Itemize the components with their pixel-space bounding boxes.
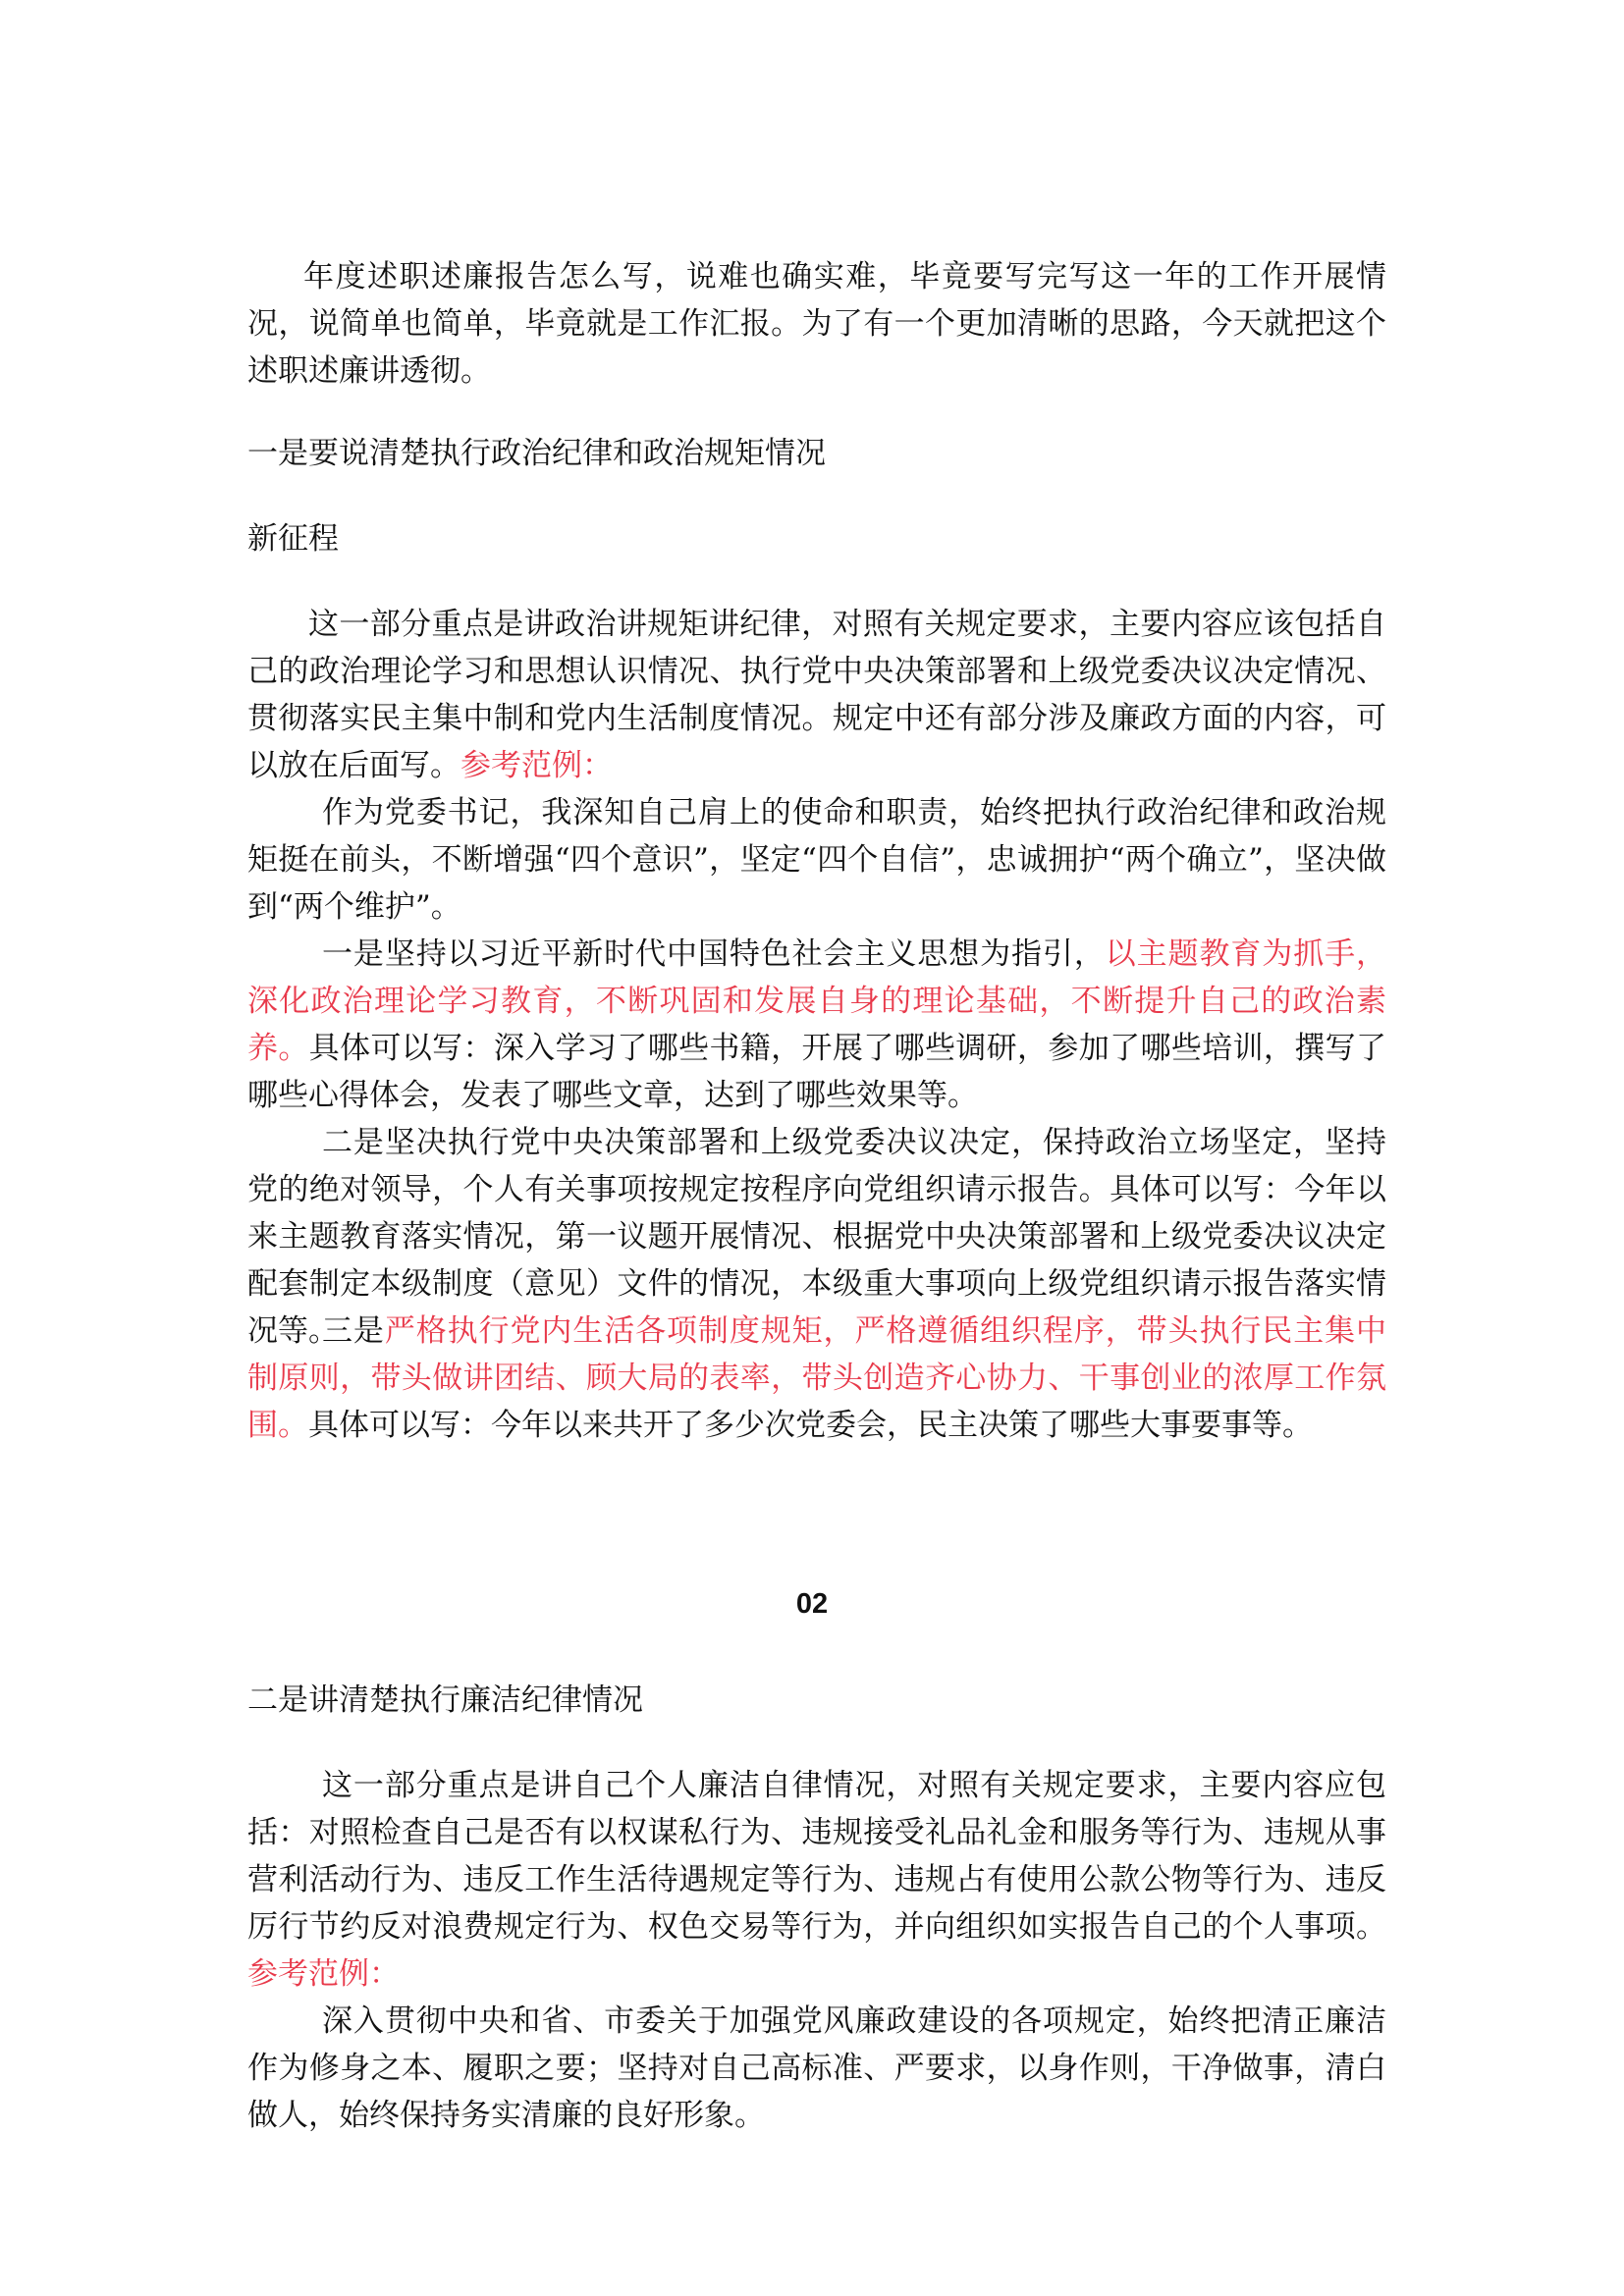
reference-example-label: 参考范例： [247,1956,400,1992]
section-2-paragraph-2-text: 深入贯彻中央和省、市委关于加强党风廉政建设的各项规定，始终把清正廉洁作为修身之本、履职之要；坚持对自己高标准、严要求，以身作则，干净做事，清白做人，始终保持务实清廉的良好形象。 [247,2003,1386,2133]
section-2-paragraph-1 [247,1762,1386,1998]
section-1-paragraph-1-text: 这一部分重点是讲政治讲规矩讲纪律，对照有关规定要求，主要内容应该包括自己的政治理论学习和思想认识情况、执行党中央决策部署和上级党委决议决定情况、贯彻落实民主集中制和党内生活制度情况。规定中还有部分涉及廉政方面的内容，可以放在后面写。 [247,607,1386,783]
section-2-title: 二是讲清楚执行廉洁纪律情况 [247,1682,643,1718]
section-1-paragraph-3-lead: 一是坚持以习近平新时代中国特色社会主义思想为指引， [322,936,1106,972]
section-1-paragraph-5-lead: 三是 [322,1313,385,1349]
section-1-paragraph-5-rest: 具体可以写：今年以来共开了多少次党委会，民主决策了哪些大事要事等。 [308,1408,1313,1443]
section-1-paragraph-3-highlight: 以主题教育为抓手，深化政治理论学习教育，不断巩固和发展自身的理论基础，不断提升自己的政治素养。 [247,936,1387,1066]
section-1-paragraph-2 [247,789,1386,931]
section-1-subtitle: 新征程 [247,521,339,557]
intro-text: 年度述职述廉报告怎么写，说难也确实难，毕竟要写完写这一年的工作开展情况，说简单也简单，毕竟就是工作汇报。为了有一个更加清晰的思路，今天就把这个述职述廉讲透彻。 [247,259,1386,389]
section-1-paragraph-2-text: 作为党委书记，我深知自己肩上的使命和职责，始终把执行政治纪律和政治规矩挺在前头，不断增强“四个意识”，坚定“四个自信”，忠诚拥护“两个确立”，坚决做到“两个维护”。 [247,795,1386,925]
section-1-paragraph-3-rest: 具体可以写：深入学习了哪些书籍，开展了哪些调研，参加了哪些培训，撰写了哪些心得体会，发表了哪些文章，达到了哪些效果等。 [247,1031,1387,1113]
section-1-title: 一是要说清楚执行政治纪律和政治规矩情况 [247,436,826,471]
section-2-paragraph-1-text: 这一部分重点是讲自己个人廉洁自律情况，对照有关规定要求，主要内容应包括：对照检查自己是否有以权谋私行为、违规接受礼品礼金和服务等行为、违规从事营利活动行为、违反工作生活待遇规定等行为、违规占有使用公款公物等行为、违反厉行节约反对浪费规定行为、权色交易等行为，并向组织如实报告自己的个人事项。 [247,1768,1386,1945]
section-1-paragraph-4-text: 二是坚决执行党中央决策部署和上级党委决议决定，保持政治立场坚定，坚持党的绝对领导，个人有关事项按规定按程序向党组织请示报告。具体可以写：今年以来主题教育落实情况，第一议题开展情况、根据党中央决策部署和上级党委决议决定配套制定本级制度（意见）文件的情况，本级重大事项向上级党组织请示报告落实情况等。 [247,1125,1386,1349]
section-number: 02 [795,1588,829,1620]
section-1-paragraph-5-highlight: 严格执行党内生活各项制度规矩，严格遵循组织程序，带头执行民主集中制原则，带头做讲团结、顾大局的表率，带头创造齐心协力、干事创业的浓厚工作氛围。 [247,1313,1387,1443]
section-1-paragraph-3 [247,931,1386,1119]
section-1-paragraph-5 [247,1308,1386,1449]
intro-paragraph [247,253,1386,395]
section-2-paragraph-2 [247,1998,1386,2139]
section-1-paragraph-1 [247,601,1386,789]
reference-example-label: 参考范例： [460,748,613,783]
